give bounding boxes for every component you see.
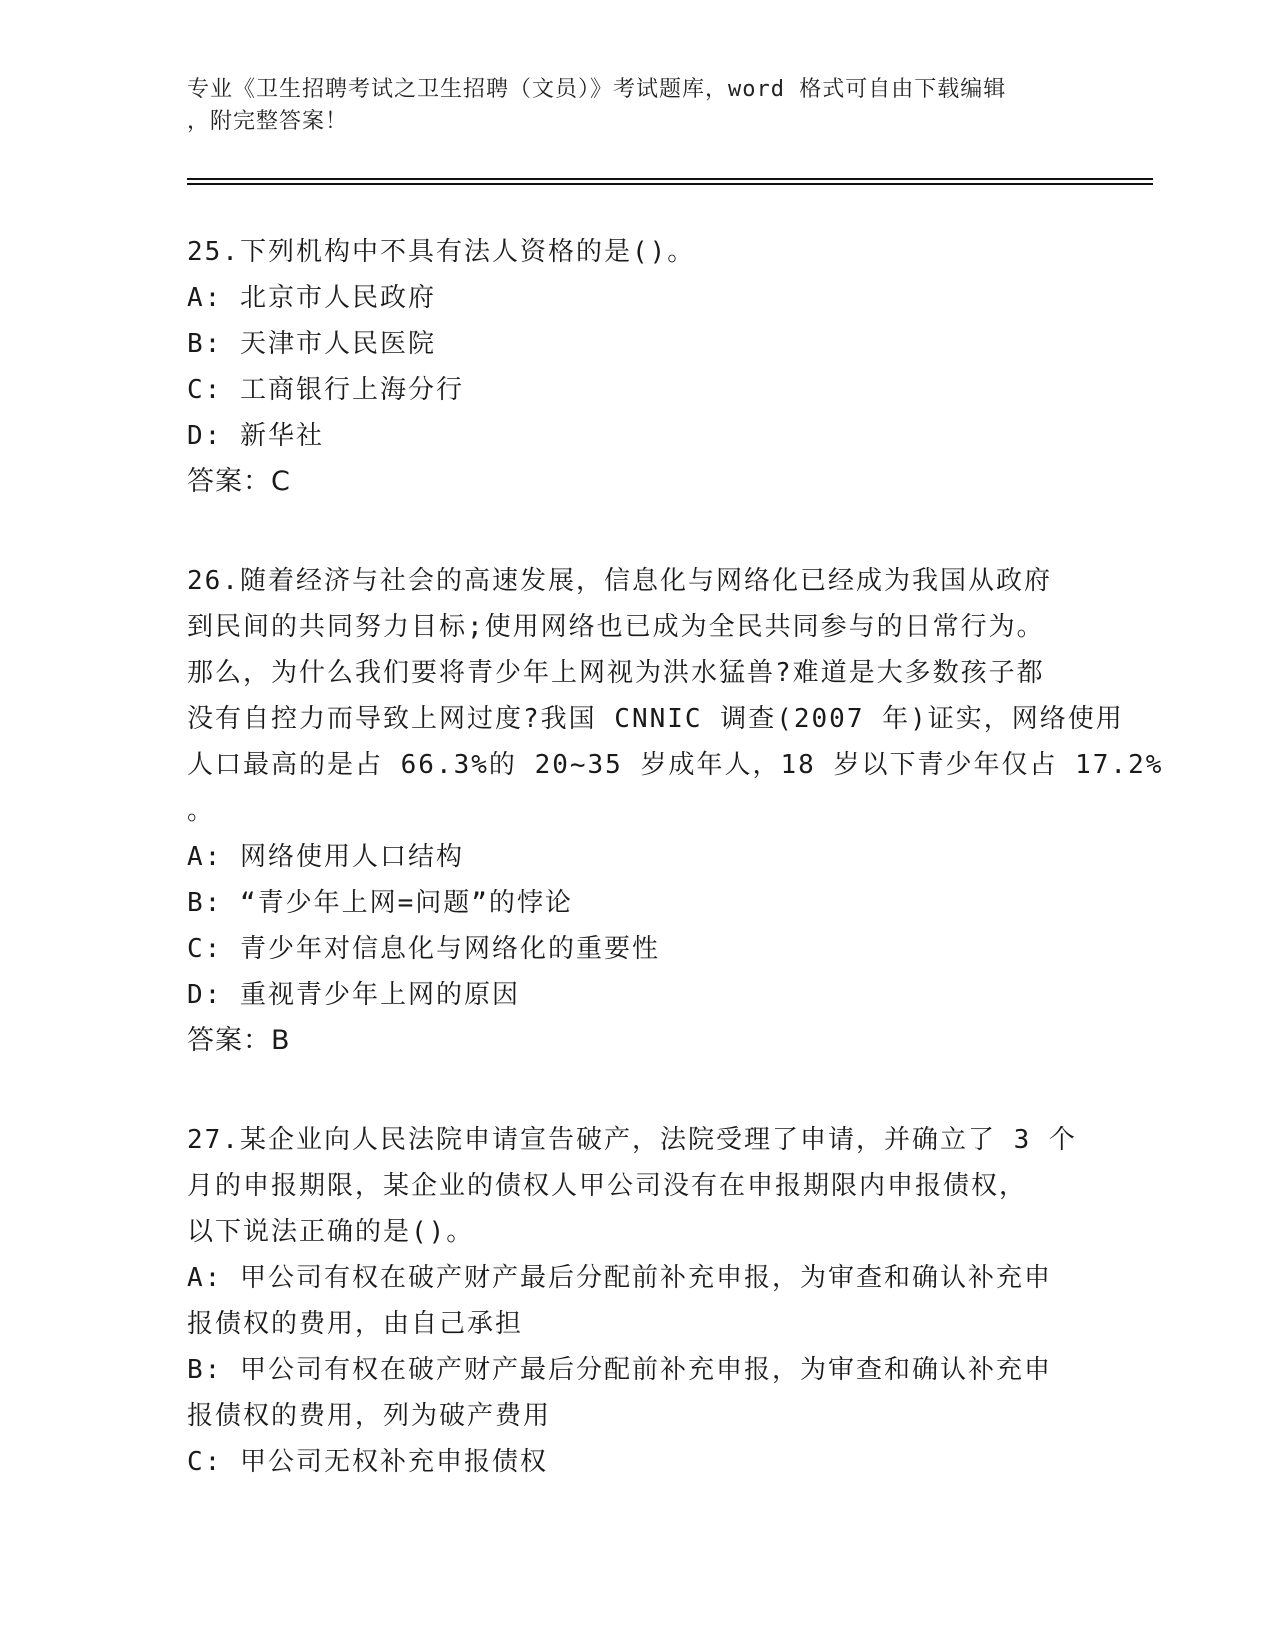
- option-d: D: 重视青少年上网的原因: [187, 980, 520, 1010]
- question-stem-line: 月的申报期限，某企业的债权人甲公司没有在申报期限内申报债权，: [187, 1171, 1028, 1201]
- option-b: B: 甲公司有权在破产财产最后分配前补充申报，为审查和确认补充申: [187, 1355, 1052, 1385]
- option-a-continued: 报债权的费用，由自己承担: [187, 1309, 524, 1339]
- question-stem-line: 人口最高的是占 66.3%的 20~35 岁成年人，18 岁以下青少年仅占 17.2%: [187, 750, 1164, 780]
- question-26: [187, 558, 1164, 1064]
- option-d: D: 新华社: [187, 421, 324, 451]
- question-stem-line: 那么，为什么我们要将青少年上网视为洪水猛兽?难道是大多数孩子都: [187, 658, 1045, 688]
- answer-label: 答案：C: [187, 466, 291, 497]
- option-b-continued: 报债权的费用，列为破产费用: [187, 1401, 552, 1431]
- option-c: C: 青少年对信息化与网络化的重要性: [187, 934, 660, 964]
- question-27: [187, 1117, 1087, 1485]
- header-divider-top: [187, 178, 1153, 180]
- document-header: [187, 74, 1077, 138]
- option-a: A: 甲公司有权在破产财产最后分配前补充申报，为审查和确认补充申: [187, 1263, 1052, 1293]
- header-divider-bottom: [187, 183, 1153, 185]
- option-c: C: 甲公司无权补充申报债权: [187, 1447, 548, 1477]
- question-stem-line: 27.某企业向人民法院申请宣告破产，法院受理了申请，并确立了 3 个: [187, 1125, 1077, 1155]
- question-stem-line: 到民间的共同努力目标;使用网络也已成为全民共同参与的日常行为。: [187, 612, 1045, 642]
- option-c: C: 工商银行上海分行: [187, 375, 464, 405]
- question-stem-line: 26.随着经济与社会的高速发展，信息化与网络化已经成为我国从政府: [187, 566, 1052, 596]
- question-stem-line: 以下说法正确的是()。: [187, 1217, 475, 1247]
- header-line-2: ，附完整答案！: [187, 109, 349, 134]
- answer-label: 答案：B: [187, 1025, 291, 1056]
- option-b: B: 天津市人民医院: [187, 329, 436, 359]
- question-stem-line: 25.下列机构中不具有法人资格的是()。: [187, 237, 696, 267]
- question-stem-line: 。: [187, 796, 216, 826]
- question-stem-line: 没有自控力而导致上网过度?我国 CNNIC 调查(2007 年)证实，网络使用: [187, 704, 1124, 734]
- option-b: B: “青少年上网=问题”的悖论: [187, 888, 573, 918]
- option-a: A: 网络使用人口结构: [187, 842, 464, 872]
- header-line-1: 专业《卫生招聘考试之卫生招聘（文员）》考试题库，word 格式可自由下载编辑: [187, 77, 1007, 102]
- question-25: [187, 229, 1087, 505]
- option-a: A: 北京市人民政府: [187, 283, 436, 313]
